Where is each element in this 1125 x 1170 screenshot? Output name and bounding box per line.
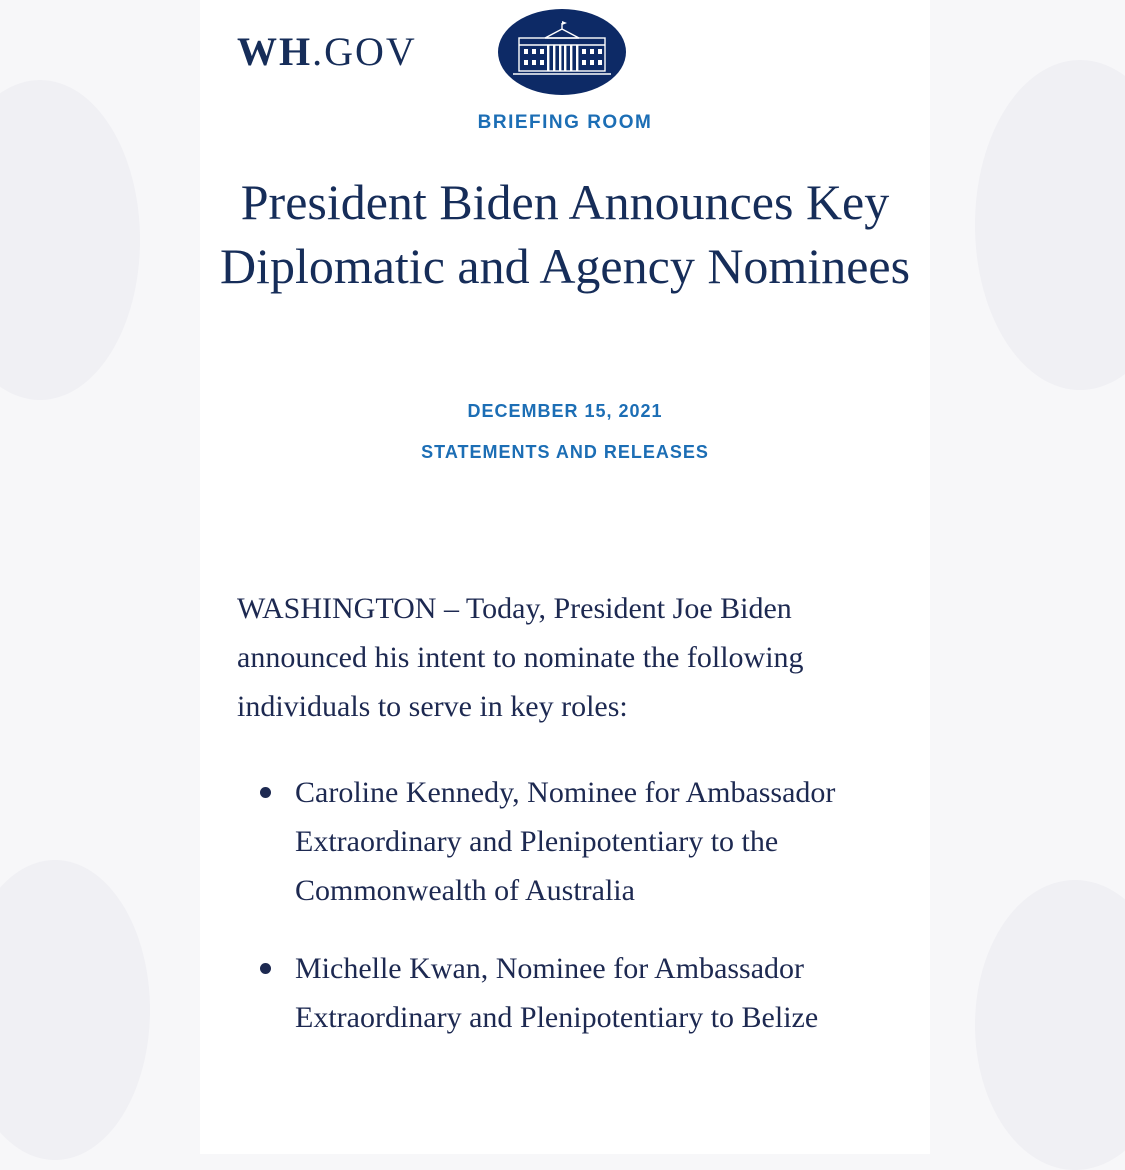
article-page [200, 0, 930, 1154]
background-decoration-left-bottom [0, 860, 150, 1160]
white-house-seal-icon [497, 8, 627, 96]
nominee-text: Michelle Kwan, Nominee for Ambassador Extraordinary and Plenipotentiary to Belize [295, 952, 819, 1034]
brand-name-rest: .GOV [312, 29, 417, 74]
nominee-text: Caroline Kennedy, Nominee for Ambassador Extraordinary and Plenipotentiary to the Commonwealth of Australia [295, 776, 836, 907]
page-title: President Biden Announces Key Diplomatic and Agency Nominees [219, 174, 911, 294]
nominee-list [237, 768, 897, 1071]
background-decoration-left-top [0, 80, 140, 400]
publish-date: DECEMBER 15, 2021 [467, 401, 663, 421]
list-item [237, 768, 897, 915]
bullet-dot-icon [260, 787, 271, 798]
background-decoration-right-top [975, 60, 1125, 390]
brand-name-bold: WH [237, 29, 313, 74]
category-link[interactable]: STATEMENTS AND RELEASES [421, 442, 709, 462]
bullet-dot-icon [260, 963, 271, 974]
article-intro: WASHINGTON – Today, President Joe Biden announced his intent to nominate the following individuals to serve in key roles: [237, 592, 804, 723]
background-decoration-right-bottom [975, 880, 1125, 1170]
wh-gov-logo-link[interactable] [237, 28, 417, 76]
briefing-room-link[interactable]: BRIEFING ROOM [477, 112, 653, 133]
list-item [237, 944, 897, 1042]
